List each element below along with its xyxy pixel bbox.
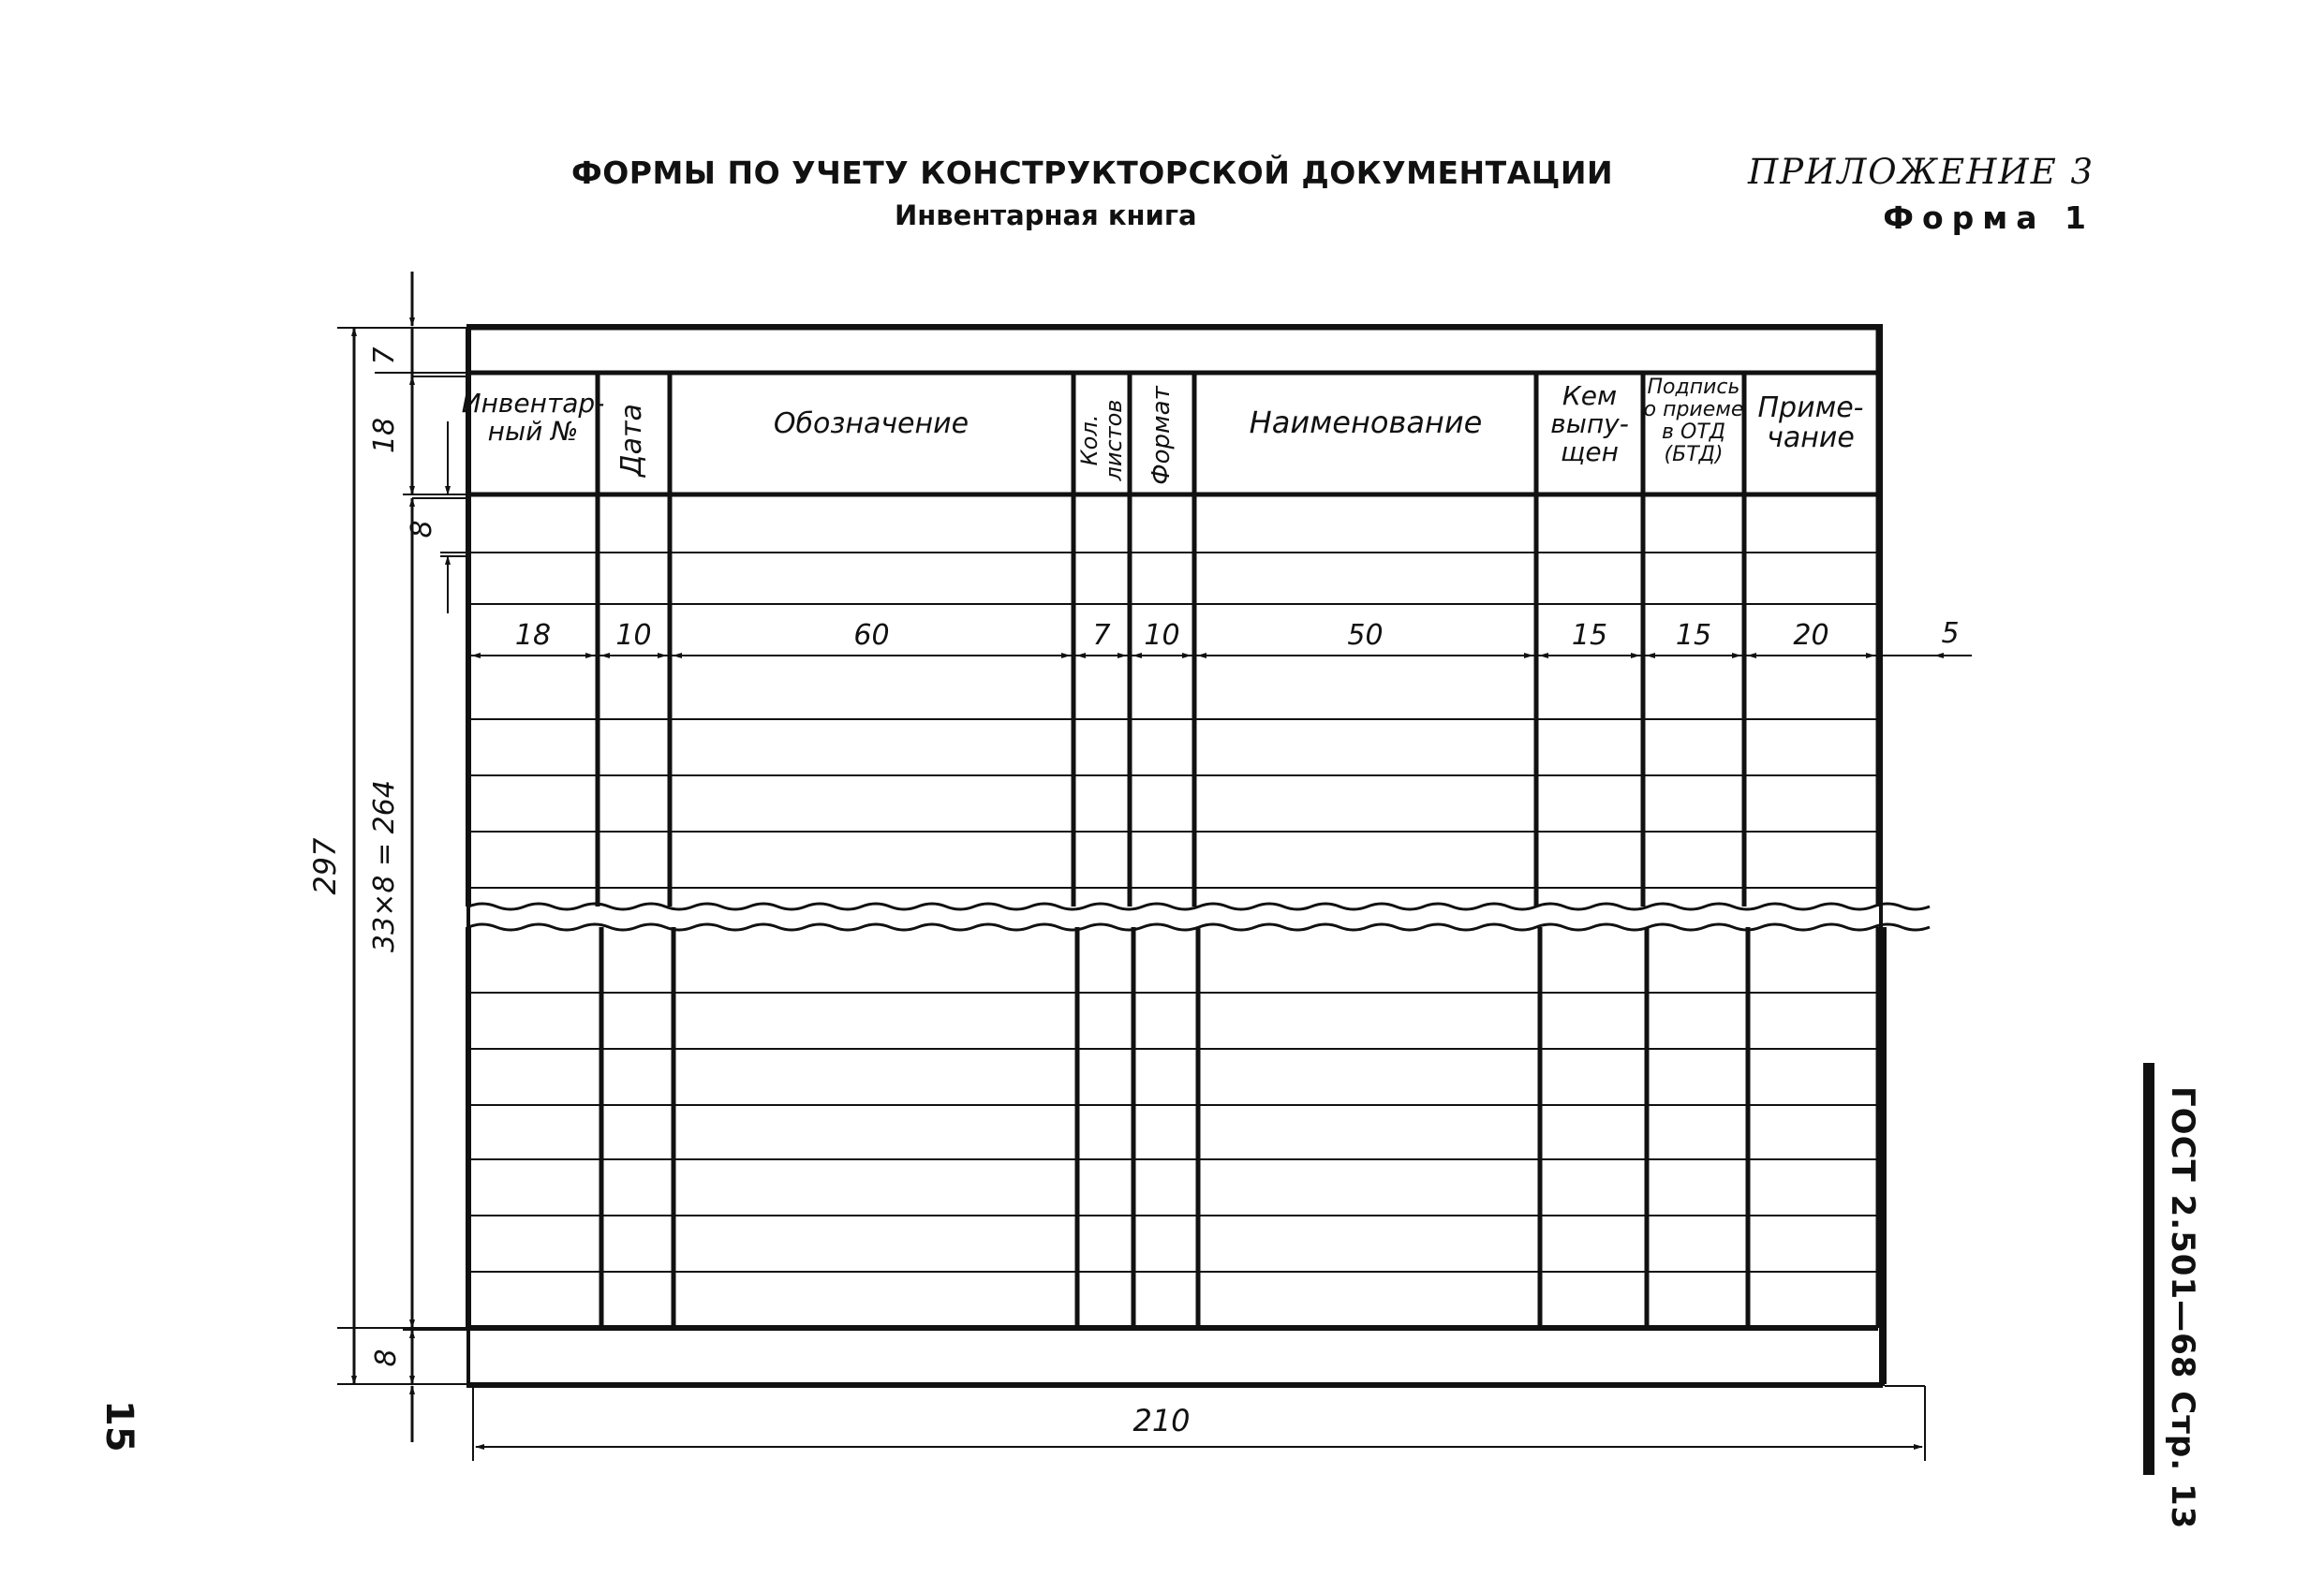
width-dimension-label: 7 (1092, 619, 1111, 652)
page-title: ФОРМЫ ПО УЧЕТУ КОНСТРУКТОРСКОЙ ДОКУМЕНТАЦИИ (571, 155, 1614, 191)
width-dimension-label: 15 (1571, 619, 1608, 652)
column-header-label: чание (1767, 421, 1855, 454)
page-width-label: 210 (1132, 1403, 1191, 1438)
break-line-upper (468, 904, 1930, 909)
column-header-label: ный № (487, 416, 579, 447)
width-dimension-label: 10 (1144, 619, 1180, 652)
column-header-label: выпу- (1550, 408, 1629, 439)
bottom-row-label: 8 (370, 1349, 403, 1367)
top-margin-label: 7 (368, 346, 401, 365)
row-height-label: 8 (406, 520, 438, 538)
column-header-label: щен (1561, 436, 1619, 467)
column-header-label: Кол. (1076, 414, 1103, 466)
appendix-label: ПРИЛОЖЕНИЕ 3 (1747, 152, 2095, 192)
page-subtitle: Инвентарная книга (895, 199, 1197, 231)
side-reference: ГОСТ 2.501—68 Стр. 13 (2164, 1086, 2201, 1530)
column-header-label: Подпись (1647, 376, 1740, 399)
width-dimension-label: 18 (514, 619, 552, 652)
column-header-label: Инвентар- (461, 388, 605, 419)
width-dimension-label: 20 (1793, 619, 1829, 652)
page-height-label: 297 (307, 837, 343, 895)
column-header-label: Дата (615, 404, 648, 477)
form-label: Форма 1 (1883, 199, 2095, 236)
column-header-label: Кем (1562, 380, 1618, 411)
column-header-label: о приеме (1643, 398, 1744, 421)
right-margin-label: 5 (1941, 617, 1960, 650)
width-dimension-label: 60 (853, 619, 890, 652)
width-dimension-label: 10 (615, 619, 652, 652)
column-header-label: Формат (1147, 386, 1176, 485)
width-dimension-label: 50 (1347, 619, 1384, 652)
column-header-label: Наименование (1249, 405, 1483, 440)
column-header-label: листов (1101, 399, 1127, 481)
column-header-label: Приме- (1757, 391, 1864, 424)
width-dimension-label: 15 (1675, 619, 1712, 652)
header-height-label: 18 (368, 417, 401, 454)
column-header-label: (БТД) (1664, 443, 1724, 466)
rows-total-label: 33×8 = 264 (368, 780, 401, 952)
column-header-label: Обозначение (773, 407, 970, 440)
column-header-label: в ОТД (1662, 420, 1725, 444)
page-number: 15 (97, 1400, 141, 1452)
